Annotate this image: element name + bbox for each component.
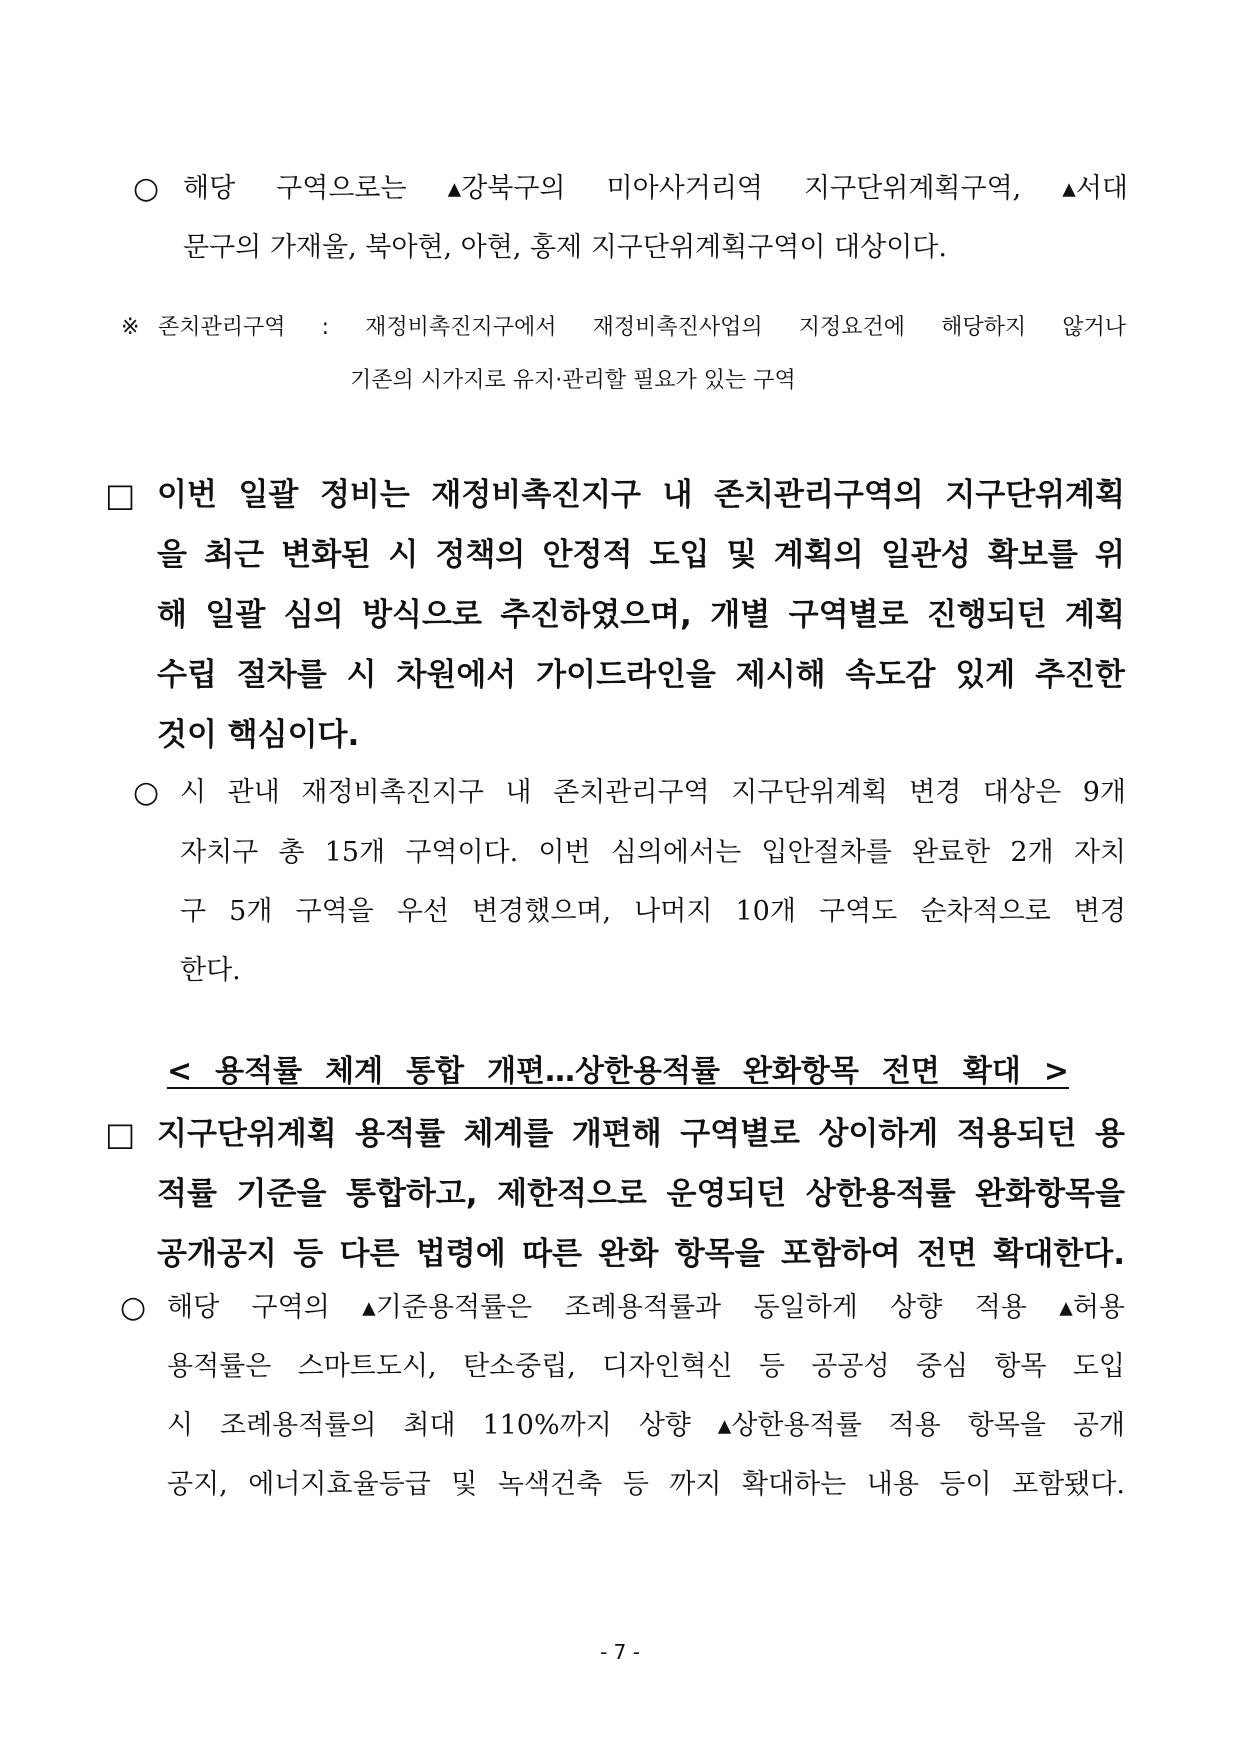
circle-bullet-icon: ○ (133, 775, 160, 810)
bullet-text-line: 공지, 에너지효율등급 및 녹색건축 등 까지 확대하는 내용 등이 포함됐다. (167, 1469, 1125, 1500)
bullet-text-line: 문구의 가재울, 북아현, 아현, 홍제 지구단위계획구역이 대상이다. (183, 232, 947, 263)
circle-bullet-icon: ○ (133, 171, 160, 206)
note-text-line: 기존의 시가지로 유지·관리할 필요가 있는 구역 (350, 368, 796, 393)
bullet-text-line: 시 관내 재정비촉진지구 내 존치관리구역 지구단위계획 변경 대상은 9개 (180, 777, 1126, 808)
main-paragraph-line: 해 일괄 심의 방식으로 추진하였으며, 개별 구역별로 진행되던 계획 (157, 597, 1125, 633)
main-paragraph-line: 이번 일괄 정비는 재정비촉진지구 내 존치관리구역의 지구단위계획 (157, 477, 1125, 513)
bullet-text-line: 해당 구역의 ▴기준용적률은 조례용적률과 동일하게 상향 적용 ▴허용 (167, 1292, 1125, 1323)
square-bullet-icon: □ (105, 476, 136, 514)
circle-bullet-icon: ○ (120, 1290, 147, 1325)
main-paragraph-line: 것이 핵심이다. (157, 717, 360, 753)
main-paragraph-line: 적률 기준을 통합하고, 제한적으로 운영되던 상한용적률 완화항목을 (157, 1176, 1125, 1212)
section-heading: < 용적률 체계 통합 개편…상한용적률 완화항목 전면 확대 > (167, 1054, 1069, 1089)
main-paragraph-line: 수립 절차를 시 차원에서 가이드라인을 제시해 속도감 있게 추진한 (157, 657, 1125, 693)
bullet-text-line: 시 조례용적률의 최대 110%까지 상향 ▴상한용적률 적용 항목을 공개 (167, 1410, 1125, 1441)
bullet-text-line: 용적률은 스마트도시, 탄소중립, 디자인혁신 등 공공성 중심 항목 도입 (167, 1351, 1125, 1382)
bullet-text-line: 자치구 총 15개 구역이다. 이번 심의에서는 입안절차를 완료한 2개 자치 (180, 837, 1126, 868)
bullet-text-line: 한다. (180, 955, 241, 986)
main-paragraph-line: 을 최근 변화된 시 정책의 안정적 도입 및 계획의 일관성 확보를 위 (157, 537, 1125, 573)
page-number: - 7 - (600, 1640, 640, 1664)
square-bullet-icon: □ (105, 1115, 136, 1153)
note-text-line: 존치관리구역 : 재정비촉진지구에서 재정비촉진사업의 지정요건에 해당하지 않거나 (158, 315, 1126, 340)
bullet-text-line: 해당 구역으로는 ▴강북구의 미아사거리역 지구단위계획구역, ▴서대 (183, 173, 1128, 204)
reference-mark-icon: ※ (121, 315, 140, 340)
main-paragraph-line: 공개공지 등 다른 법령에 따른 완화 항목을 포함하여 전면 확대한다. (157, 1236, 1125, 1272)
main-paragraph-line: 지구단위계획 용적률 체계를 개편해 구역별로 상이하게 적용되던 용 (157, 1116, 1125, 1152)
bullet-text-line: 구 5개 구역을 우선 변경했으며, 나머지 10개 구역도 순차적으로 변경 (180, 896, 1126, 927)
